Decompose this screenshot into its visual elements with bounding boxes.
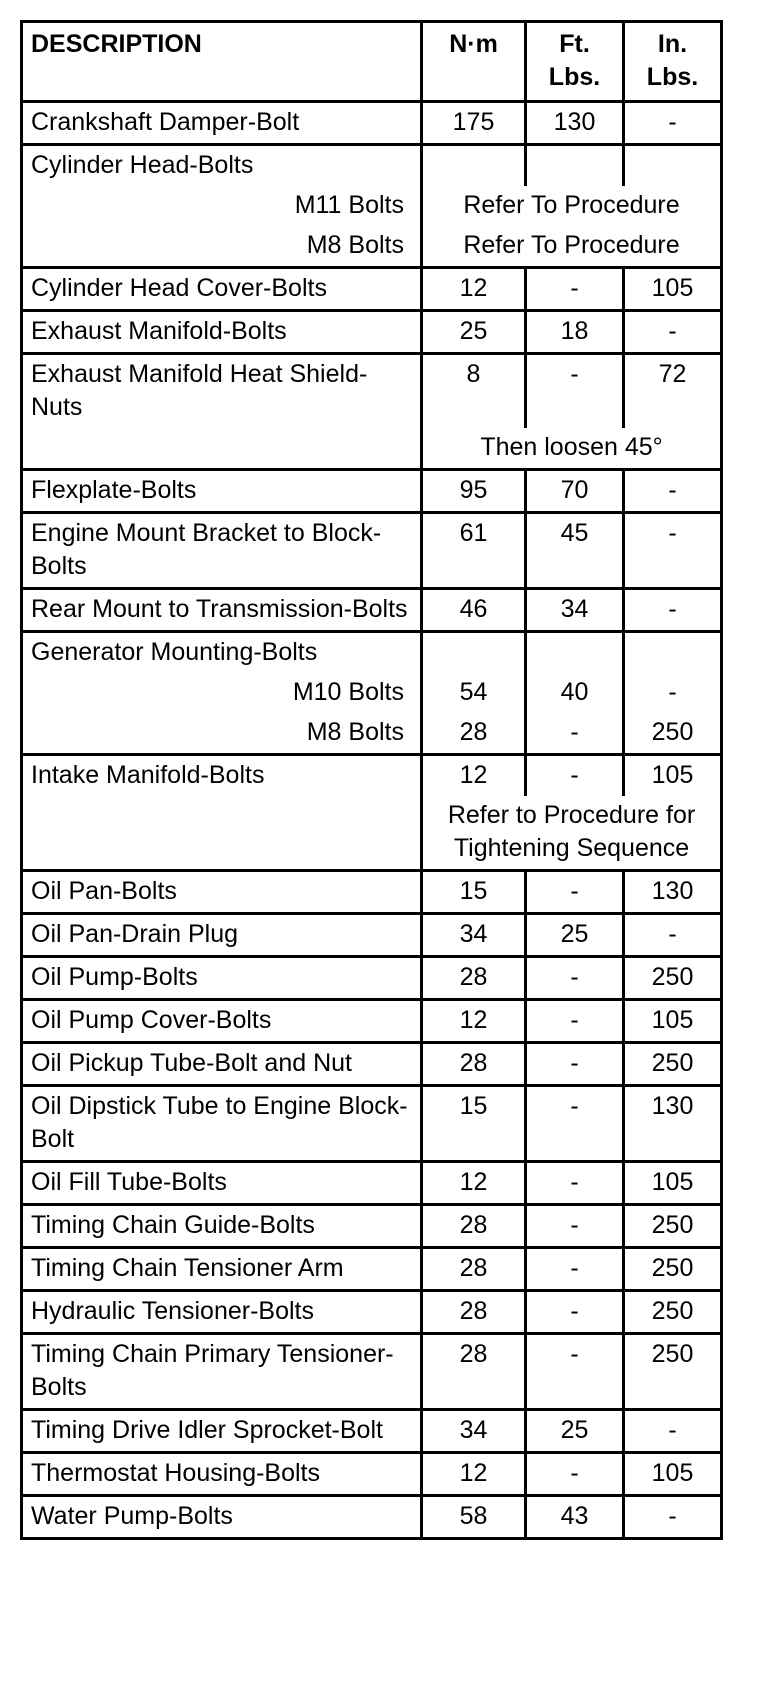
row-ft-lbs: 45 bbox=[526, 513, 624, 589]
row-description: Water Pump-Bolts bbox=[22, 1496, 422, 1539]
row-sub-description: M8 Bolts bbox=[22, 226, 422, 268]
row-ft-lbs: - bbox=[526, 1453, 624, 1496]
row-description: Oil Pump Cover-Bolts bbox=[22, 1000, 422, 1043]
row-sub-description: M8 Bolts bbox=[22, 713, 422, 755]
row-note: Refer To Procedure bbox=[422, 226, 722, 268]
row-ft-lbs: - bbox=[526, 1043, 624, 1086]
header-ft-line1: Ft. bbox=[559, 30, 590, 58]
row-ft-lbs: - bbox=[526, 1248, 624, 1291]
table-subrow bbox=[22, 428, 722, 470]
row-nm: 46 bbox=[422, 589, 526, 632]
row-nm: 58 bbox=[422, 1496, 526, 1539]
row-nm: 28 bbox=[422, 713, 526, 755]
row-ft-lbs: - bbox=[526, 713, 624, 755]
row-ft-lbs: - bbox=[526, 871, 624, 914]
row-ft-lbs: - bbox=[526, 1162, 624, 1205]
table-row bbox=[22, 470, 722, 513]
row-in-lbs: - bbox=[624, 513, 722, 589]
row-in-lbs: 250 bbox=[624, 1043, 722, 1086]
row-nm: 54 bbox=[422, 673, 526, 713]
row-nm: 34 bbox=[422, 1410, 526, 1453]
row-nm: 12 bbox=[422, 1000, 526, 1043]
table-row bbox=[22, 755, 722, 797]
row-in-lbs: 105 bbox=[624, 1162, 722, 1205]
row-nm: 95 bbox=[422, 470, 526, 513]
row-ft-lbs: 40 bbox=[526, 673, 624, 713]
row-ft-lbs: - bbox=[526, 1086, 624, 1162]
row-nm: 15 bbox=[422, 871, 526, 914]
header-in-lbs bbox=[624, 22, 722, 102]
table-row bbox=[22, 1496, 722, 1539]
row-nm: 8 bbox=[422, 354, 526, 429]
table-row bbox=[22, 1453, 722, 1496]
row-description: Intake Manifold-Bolts bbox=[22, 755, 422, 797]
row-description: Flexplate-Bolts bbox=[22, 470, 422, 513]
header-description: DESCRIPTION bbox=[22, 22, 422, 102]
table-row bbox=[22, 1248, 722, 1291]
row-in-lbs: 105 bbox=[624, 268, 722, 311]
row-in-lbs: 250 bbox=[624, 1205, 722, 1248]
row-description: Cylinder Head Cover-Bolts bbox=[22, 268, 422, 311]
row-ft-lbs: - bbox=[526, 1291, 624, 1334]
table-row bbox=[22, 311, 722, 354]
row-in-lbs: 250 bbox=[624, 713, 722, 755]
row-ft-lbs: - bbox=[526, 1000, 624, 1043]
row-description: Timing Chain Tensioner Arm bbox=[22, 1248, 422, 1291]
row-ft-lbs: - bbox=[526, 354, 624, 429]
row-in-lbs: - bbox=[624, 1410, 722, 1453]
row-nm: 61 bbox=[422, 513, 526, 589]
row-in-lbs: 105 bbox=[624, 1453, 722, 1496]
table-row bbox=[22, 1334, 722, 1410]
row-ft-lbs: 25 bbox=[526, 914, 624, 957]
torque-specification-table bbox=[20, 20, 723, 1540]
table-row bbox=[22, 268, 722, 311]
row-description: Crankshaft Damper-Bolt bbox=[22, 102, 422, 145]
row-in-lbs: 250 bbox=[624, 1248, 722, 1291]
row-description: Oil Pickup Tube-Bolt and Nut bbox=[22, 1043, 422, 1086]
row-nm: 28 bbox=[422, 1291, 526, 1334]
row-description: Cylinder Head-Bolts bbox=[22, 145, 422, 187]
row-in-lbs: 250 bbox=[624, 1334, 722, 1410]
table-row bbox=[22, 354, 722, 429]
row-ft-lbs: - bbox=[526, 755, 624, 797]
row-nm: 28 bbox=[422, 1334, 526, 1410]
row-ft-lbs: 70 bbox=[526, 470, 624, 513]
row-nm: 12 bbox=[422, 755, 526, 797]
row-nm: 175 bbox=[422, 102, 526, 145]
row-description: Oil Fill Tube-Bolts bbox=[22, 1162, 422, 1205]
row-in-lbs: 105 bbox=[624, 1000, 722, 1043]
row-in-lbs: 250 bbox=[624, 1291, 722, 1334]
row-ft-lbs: - bbox=[526, 957, 624, 1000]
row-ft-lbs: 25 bbox=[526, 1410, 624, 1453]
row-description: Hydraulic Tensioner-Bolts bbox=[22, 1291, 422, 1334]
row-nm: 15 bbox=[422, 1086, 526, 1162]
row-description: Thermostat Housing-Bolts bbox=[22, 1453, 422, 1496]
row-description: Oil Pump-Bolts bbox=[22, 957, 422, 1000]
header-ft-lbs bbox=[526, 22, 624, 102]
row-description: Oil Pan-Bolts bbox=[22, 871, 422, 914]
row-description: Timing Chain Primary Tensioner-Bolts bbox=[22, 1334, 422, 1410]
row-ft-lbs: 34 bbox=[526, 589, 624, 632]
header-in-line2: Lbs. bbox=[646, 63, 699, 91]
row-ft-lbs: - bbox=[526, 268, 624, 311]
row-note: Refer to Procedure for Tightening Sequence bbox=[422, 796, 722, 871]
table-row bbox=[22, 957, 722, 1000]
row-in-lbs: 250 bbox=[624, 957, 722, 1000]
row-in-lbs: 105 bbox=[624, 755, 722, 797]
table-row bbox=[22, 632, 722, 674]
header-nm: N·m bbox=[422, 22, 526, 102]
table-subrow bbox=[22, 226, 722, 268]
row-description: Exhaust Manifold Heat Shield-Nuts bbox=[22, 354, 422, 429]
row-description: Generator Mounting-Bolts bbox=[22, 632, 422, 674]
table-subrow bbox=[22, 673, 722, 713]
row-description: Exhaust Manifold-Bolts bbox=[22, 311, 422, 354]
row-in-lbs: - bbox=[624, 470, 722, 513]
row-in-lbs: 130 bbox=[624, 871, 722, 914]
table-row bbox=[22, 145, 722, 187]
row-note: Refer To Procedure bbox=[422, 186, 722, 226]
table-row bbox=[22, 1162, 722, 1205]
table-row bbox=[22, 1205, 722, 1248]
table-row bbox=[22, 1410, 722, 1453]
row-ft-lbs: - bbox=[526, 1205, 624, 1248]
row-nm: 12 bbox=[422, 1162, 526, 1205]
row-nm: 28 bbox=[422, 1205, 526, 1248]
table-row bbox=[22, 1086, 722, 1162]
row-ft-lbs: 43 bbox=[526, 1496, 624, 1539]
header-ft-line2: Lbs. bbox=[548, 63, 601, 91]
row-in-lbs: - bbox=[624, 673, 722, 713]
row-in-lbs: 130 bbox=[624, 1086, 722, 1162]
table-row bbox=[22, 589, 722, 632]
row-description: Timing Drive Idler Sprocket-Bolt bbox=[22, 1410, 422, 1453]
table-row bbox=[22, 102, 722, 145]
row-in-lbs: 72 bbox=[624, 354, 722, 429]
table-row bbox=[22, 513, 722, 589]
row-description: Oil Pan-Drain Plug bbox=[22, 914, 422, 957]
row-in-lbs: - bbox=[624, 102, 722, 145]
table-subrow bbox=[22, 713, 722, 755]
row-ft-lbs: 18 bbox=[526, 311, 624, 354]
header-row bbox=[22, 22, 722, 102]
table-row bbox=[22, 1000, 722, 1043]
table-row bbox=[22, 1043, 722, 1086]
row-in-lbs: - bbox=[624, 1496, 722, 1539]
row-nm: 12 bbox=[422, 1453, 526, 1496]
row-nm: 34 bbox=[422, 914, 526, 957]
row-note: Then loosen 45° bbox=[422, 428, 722, 470]
row-sub-description: M11 Bolts bbox=[22, 186, 422, 226]
header-in-line1: In. bbox=[657, 30, 688, 58]
row-nm: 12 bbox=[422, 268, 526, 311]
row-in-lbs: - bbox=[624, 914, 722, 957]
row-nm: 28 bbox=[422, 1043, 526, 1086]
table-subrow bbox=[22, 796, 722, 871]
row-description: Oil Dipstick Tube to Engine Block-Bolt bbox=[22, 1086, 422, 1162]
row-in-lbs: - bbox=[624, 311, 722, 354]
row-nm: 28 bbox=[422, 957, 526, 1000]
table-subrow bbox=[22, 186, 722, 226]
table-row bbox=[22, 914, 722, 957]
table-row bbox=[22, 871, 722, 914]
row-nm: 28 bbox=[422, 1248, 526, 1291]
row-in-lbs: - bbox=[624, 589, 722, 632]
row-nm: 25 bbox=[422, 311, 526, 354]
row-sub-description: M10 Bolts bbox=[22, 673, 422, 713]
row-description: Timing Chain Guide-Bolts bbox=[22, 1205, 422, 1248]
row-description: Rear Mount to Transmission-Bolts bbox=[22, 589, 422, 632]
row-description: Engine Mount Bracket to Block-Bolts bbox=[22, 513, 422, 589]
row-ft-lbs: 130 bbox=[526, 102, 624, 145]
row-ft-lbs: - bbox=[526, 1334, 624, 1410]
table-row bbox=[22, 1291, 722, 1334]
